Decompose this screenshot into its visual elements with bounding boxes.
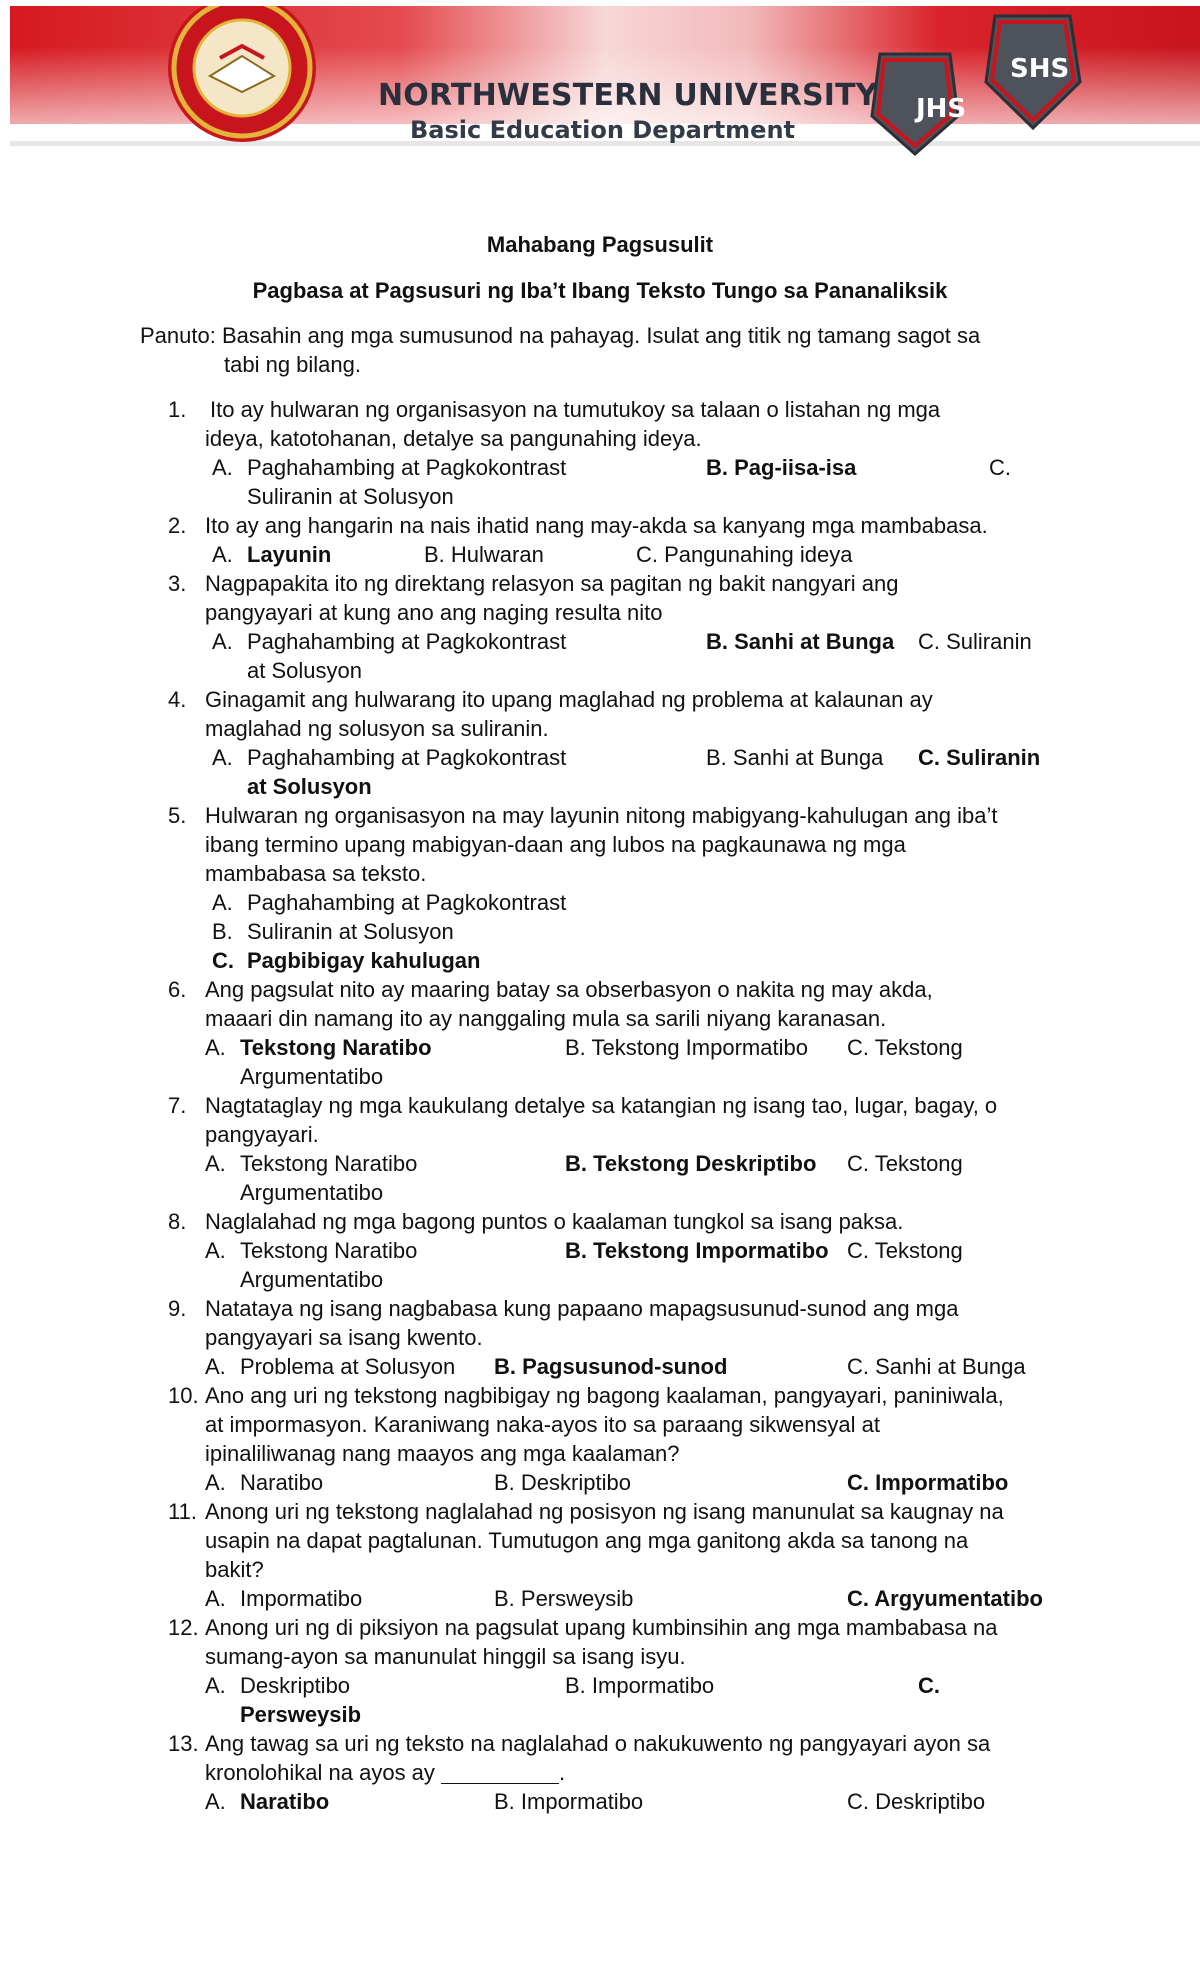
choice-b: B. Persweysib: [494, 1586, 634, 1611]
question-text: ibang termino upang mabigyan-daan ang lubos na pagkaunawa ng mga: [205, 832, 906, 857]
question-text: Ito ay ang hangarin na nais ihatid nang may-akda sa kanyang mga mambabasa.: [205, 513, 988, 538]
choice-b: B. Sanhi at Bunga: [706, 745, 884, 770]
question-number: 2.: [168, 513, 187, 538]
choice-a: Impormatibo: [240, 1586, 363, 1611]
header-banner: [10, 6, 1200, 192]
instructions-cont: tabi ng bilang.: [224, 352, 361, 377]
question-text: Ginagamit ang hulwarang ito upang maglahad ng problema at kalaunan ay: [205, 687, 933, 712]
choice-a-answer: Tekstong Naratibo: [240, 1035, 432, 1060]
choice-a-letter: A.: [212, 745, 233, 770]
question-number: 1.: [168, 397, 187, 422]
question-text: pangyayari sa isang kwento.: [205, 1325, 483, 1350]
choice-b-answer: B. Pag-iisa-isa: [706, 455, 857, 480]
choice-b: B. Hulwaran: [424, 542, 544, 567]
choice-a: Tekstong Naratibo: [240, 1151, 418, 1176]
choice-a-letter: A.: [205, 1151, 226, 1176]
choice-c-answer: Persweysib: [240, 1702, 362, 1727]
question-text: Ang tawag sa uri ng teksto na naglalahad o nakukuwento ng pangyayari ayon sa: [205, 1731, 991, 1756]
choice-c: C. Pangunahing ideya: [636, 542, 853, 567]
question-number: 10.: [168, 1383, 199, 1408]
choice-c-answer: C. Argyumentatibo: [847, 1586, 1043, 1611]
period: .: [559, 1760, 566, 1785]
question-number: 7.: [168, 1093, 187, 1118]
question-text: pangyayari at kung ano ang naging resulta nito: [205, 600, 663, 625]
choice-a-letter: A.: [205, 1470, 226, 1495]
question-text: kronolohikal na ayos ay: [205, 1760, 435, 1785]
choice-c: C. Tekstong: [847, 1238, 963, 1263]
choice-b: Suliranin at Solusyon: [247, 919, 454, 944]
choice-a: Naratibo: [240, 1470, 324, 1495]
answer-blank: [441, 1761, 559, 1784]
choice-a: Paghahambing at Pagkokontrast: [247, 455, 567, 480]
question-number: 5.: [168, 803, 187, 828]
choice-a-letter: A.: [212, 542, 233, 567]
choice-a-answer: Naratibo: [240, 1789, 330, 1814]
choice-a: Tekstong Naratibo: [240, 1238, 418, 1263]
jhs-label: JHS: [916, 94, 967, 124]
choice-c-answer: C. Suliranin: [918, 745, 1041, 770]
choice-c-answer-cont: at Solusyon: [247, 774, 372, 799]
question-text: at impormasyon. Karaniwang naka-ayos ito sa paraang sikwensyal at: [205, 1412, 881, 1437]
question-number: 3.: [168, 571, 187, 596]
choice-a: Paghahambing at Pagkokontrast: [247, 629, 567, 654]
choice-b-answer: B. Sanhi at Bunga: [706, 629, 895, 654]
question-text: Nagpapakita ito ng direktang relasyon sa pagitan ng bakit nangyari ang: [205, 571, 899, 596]
choice-b-answer: B. Tekstong Impormatibo: [565, 1238, 829, 1263]
choice-a-letter: A.: [205, 1789, 226, 1814]
question-number: 11.: [168, 1499, 197, 1524]
choice-b-letter: B.: [212, 919, 233, 944]
exam-title: Mahabang Pagsusulit: [486, 232, 714, 257]
question-number: 8.: [168, 1209, 187, 1234]
instructions: Panuto: Basahin ang mga sumusunod na pahayag. Isulat ang titik ng tamang sagot sa: [140, 323, 981, 348]
choice-c: C. Sanhi at Bunga: [847, 1354, 1026, 1379]
choice-a-letter: A.: [205, 1586, 226, 1611]
choice-a-letter: A.: [212, 455, 233, 480]
choice-c-answer: C. Impormatibo: [847, 1470, 1009, 1495]
choice-a-answer: Layunin: [247, 542, 332, 567]
question-text: Hulwaran ng organisasyon na may layunin nitong mabigyang-kahulugan ang iba’t: [205, 803, 998, 828]
choice-c-cont: at Solusyon: [247, 658, 362, 683]
question-text: Ano ang uri ng tekstong nagbibigay ng bagong kaalaman, pangyayari, paniniwala,: [205, 1383, 1004, 1408]
question-number: 13.: [168, 1731, 199, 1756]
question-text: Anong uri ng tekstong naglalahad ng posisyon ng isang manunulat sa kaugnay na: [205, 1499, 1004, 1524]
choice-c: Suliranin at Solusyon: [247, 484, 454, 509]
question-text: ipinaliliwanag nang maayos ang mga kaalaman?: [205, 1441, 680, 1466]
choice-a: Deskriptibo: [240, 1673, 351, 1698]
choice-b: B. Tekstong Impormatibo: [565, 1035, 808, 1060]
shs-label: SHS: [1010, 54, 1070, 84]
university-name: NORTHWESTERN UNIVERSITY: [378, 78, 878, 113]
choice-a-letter: A.: [212, 629, 233, 654]
choice-a-letter: A.: [205, 1035, 226, 1060]
question-text: Ito ay hulwaran ng organisasyon na tumutukoy sa talaan o listahan ng mga: [210, 397, 941, 422]
choice-a-letter: A.: [205, 1354, 226, 1379]
choice-a: Paghahambing at Pagkokontrast: [247, 890, 567, 915]
choice-b: B. Impormatibo: [565, 1673, 715, 1698]
choice-b: B. Impormatibo: [494, 1789, 644, 1814]
question-text: ideya, katotohanan, detalye sa pangunahing ideya.: [205, 426, 702, 451]
exam-subtitle: Pagbasa at Pagsusuri ng Iba’t Ibang Teksto Tungo sa Pananaliksik: [252, 278, 948, 303]
choice-b: B. Deskriptibo: [494, 1470, 631, 1495]
choice-b-answer: B. Tekstong Deskriptibo: [565, 1151, 817, 1176]
question-text: Natataya ng isang nagbabasa kung papaano mapagsusunud-sunod ang mga: [205, 1296, 959, 1321]
question-number: 9.: [168, 1296, 187, 1321]
department-name: Basic Education Department: [410, 116, 796, 144]
choice-a-letter: A.: [205, 1238, 226, 1263]
choice-a-letter: A.: [205, 1673, 226, 1698]
choice-c: C. Suliranin: [918, 629, 1032, 654]
choice-c: C. Tekstong: [847, 1035, 963, 1060]
question-text: Naglalahad ng mga bagong puntos o kaalaman tungkol sa isang paksa.: [205, 1209, 904, 1234]
choice-a: Paghahambing at Pagkokontrast: [247, 745, 567, 770]
question-text: maaari din namang ito ay nanggaling mula sa sarili niyang karanasan.: [205, 1006, 887, 1031]
question-text: pangyayari.: [205, 1122, 319, 1147]
question-number: 6.: [168, 977, 187, 1002]
choice-c: C. Tekstong: [847, 1151, 963, 1176]
choice-c-letter: C.: [989, 455, 1011, 480]
question-text: Anong uri ng di piksiyon na pagsulat upang kumbinsihin ang mga mambabasa na: [205, 1615, 998, 1640]
choice-c-cont: Argumentatibo: [240, 1180, 384, 1205]
question-text: mambabasa sa teksto.: [205, 861, 427, 886]
question-text: sumang-ayon sa manunulat hinggil sa isang isyu.: [205, 1644, 686, 1669]
question-text: usapin na dapat pagtalunan. Tumutugon ang mga ganitong akda sa tanong na: [205, 1528, 969, 1553]
choice-c-answer: Pagbibigay kahulugan: [247, 948, 481, 973]
question-text: Nagtataglay ng mga kaukulang detalye sa katangian ng isang tao, lugar, bagay, o: [205, 1093, 998, 1118]
question-text: Ang pagsulat nito ay maaring batay sa obserbasyon o nakita ng may akda,: [205, 977, 933, 1002]
choice-a-letter: A.: [212, 890, 233, 915]
question-number: 4.: [168, 687, 187, 712]
choice-c-cont: Argumentatibo: [240, 1064, 384, 1089]
question-text: maglahad ng solusyon sa suliranin.: [205, 716, 549, 741]
choice-b-answer: B. Pagsusunod-sunod: [494, 1354, 728, 1379]
question-text: bakit?: [205, 1557, 264, 1582]
choice-c: C. Deskriptibo: [847, 1789, 986, 1814]
question-text-line2: [205, 1758, 565, 1787]
choice-c-letter: C.: [918, 1673, 940, 1698]
choice-a: Problema at Solusyon: [240, 1354, 456, 1379]
choice-c-letter: C.: [212, 948, 234, 973]
choice-c-cont: Argumentatibo: [240, 1267, 384, 1292]
question-number: 12.: [168, 1615, 199, 1640]
